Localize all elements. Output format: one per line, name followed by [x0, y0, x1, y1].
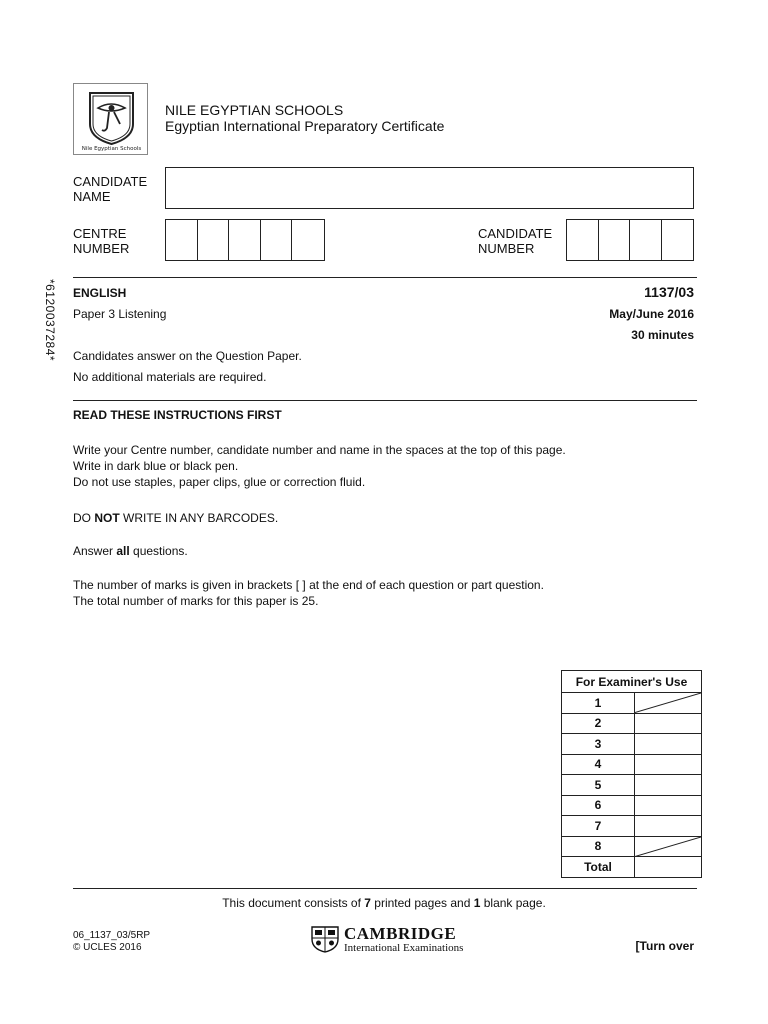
- page-count-note: This document consists of 7 printed pages and 1 blank page.: [222, 896, 546, 910]
- centre-number-cell[interactable]: [166, 220, 198, 260]
- cambridge-crest-icon: [310, 925, 340, 953]
- centre-number-field[interactable]: [165, 219, 325, 261]
- table-row: 2: [562, 713, 702, 734]
- mark-cell[interactable]: [635, 693, 702, 714]
- centre-number-cell[interactable]: [198, 220, 230, 260]
- total-cell[interactable]: [635, 857, 702, 878]
- centre-number-cell[interactable]: [229, 220, 261, 260]
- answer-note: Candidates answer on the Question Paper.: [73, 349, 302, 363]
- mark-cell[interactable]: [635, 775, 702, 796]
- table-row: 5: [562, 775, 702, 796]
- paper-code: 1137/03: [644, 284, 694, 300]
- divider: [73, 400, 697, 401]
- school-logo: [73, 83, 148, 155]
- turn-over: [Turn over: [635, 939, 694, 953]
- logo-caption: Nile Egyptian Schools: [81, 146, 142, 152]
- table-row: Total: [562, 857, 702, 878]
- mark-cell[interactable]: [635, 754, 702, 775]
- exam-session: May/June 2016: [609, 307, 694, 321]
- school-name: NILE EGYPTIAN SCHOOLS: [165, 102, 344, 118]
- barcode-number: *6120037284*: [43, 278, 57, 362]
- examiner-table: [561, 670, 702, 878]
- candidate-number-cell[interactable]: [630, 220, 662, 260]
- divider: [73, 277, 697, 278]
- table-row: 1: [562, 693, 702, 714]
- cambridge-brand: CAMBRIDGE: [344, 924, 457, 943]
- table-row: 8: [562, 836, 702, 857]
- candidate-name-field[interactable]: [165, 167, 694, 209]
- subject: ENGLISH: [73, 286, 127, 300]
- table-row: 4: [562, 754, 702, 775]
- marks-instruction: The number of marks is given in brackets [ ] at the end of each question or part question. The total number of marks for this paper is 25.: [73, 578, 544, 608]
- footer-divider: [73, 888, 697, 889]
- candidate-number-cell[interactable]: [567, 220, 599, 260]
- cambridge-subtitle: International Examinations: [344, 942, 464, 954]
- candidate-number-label: CANDIDATE NUMBER: [478, 226, 553, 256]
- barcode-instruction: DO NOT WRITE IN ANY BARCODES.: [73, 511, 279, 525]
- examiner-table-heading: For Examiner's Use: [562, 671, 702, 693]
- mark-cell[interactable]: [635, 836, 702, 857]
- mark-cell[interactable]: [635, 734, 702, 755]
- candidate-number-cell[interactable]: [662, 220, 693, 260]
- paper-title: Paper 3 Listening: [73, 307, 167, 321]
- centre-number-cell[interactable]: [261, 220, 293, 260]
- mark-cell[interactable]: [635, 795, 702, 816]
- table-row: 7: [562, 816, 702, 837]
- answer-instruction: Answer all questions.: [73, 544, 188, 558]
- table-row: 6: [562, 795, 702, 816]
- document-code: 06_1137_03/5RP © UCLES 2016: [73, 930, 151, 953]
- candidate-number-cell[interactable]: [599, 220, 631, 260]
- table-row: 3: [562, 734, 702, 755]
- instructions-block: Write your Centre number, candidate number and name in the spaces at the top of this page. Write in dark blue or black pen. Do not use staples, paper clips, glue or correction fluid.: [73, 443, 566, 489]
- mark-cell[interactable]: [635, 713, 702, 734]
- candidate-name-label: CANDIDATE NAME: [73, 174, 148, 204]
- materials-note: No additional materials are required.: [73, 370, 267, 384]
- certificate-title: Egyptian International Preparatory Certificate: [165, 118, 445, 134]
- centre-number-label: CENTRE NUMBER: [73, 226, 130, 256]
- exam-duration: 30 minutes: [631, 328, 694, 342]
- candidate-number-field[interactable]: [566, 219, 694, 261]
- centre-number-cell[interactable]: [292, 220, 324, 260]
- instructions-heading: READ THESE INSTRUCTIONS FIRST: [73, 408, 282, 422]
- mark-cell[interactable]: [635, 816, 702, 837]
